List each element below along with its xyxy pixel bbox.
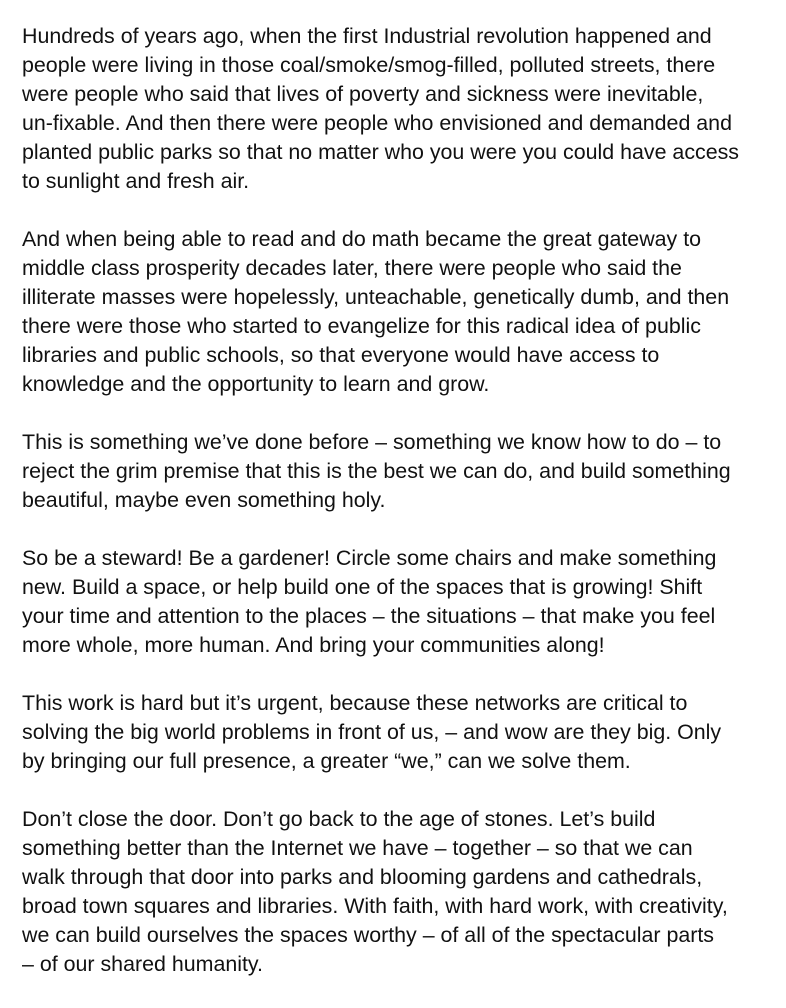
text-line: And when being able to read and do math became the great gateway to xyxy=(22,227,702,251)
text-line: there were those who started to evangelize for this radical idea of public xyxy=(22,314,701,338)
text-line: reject the grim premise that this is the best we can do, and build something xyxy=(22,459,731,483)
paragraph-public-libraries xyxy=(22,225,782,399)
text-line: your time and attention to the places – the situations – that make you feel xyxy=(22,604,716,628)
text-line: libraries and public schools, so that everyone would have access to xyxy=(22,343,660,367)
text-line: broad town squares and libraries. With faith, with hard work, with creativity, xyxy=(22,894,728,918)
text-line: knowledge and the opportunity to learn and grow. xyxy=(22,372,490,396)
text-line: more whole, more human. And bring your communities along! xyxy=(22,633,605,657)
text-line: by bringing our full presence, a greater “we,” can we solve them. xyxy=(22,749,631,773)
text-line: people were living in those coal/smoke/smog-filled, polluted streets, there xyxy=(22,53,716,77)
text-line: Don’t close the door. Don’t go back to the age of stones. Let’s build xyxy=(22,807,656,831)
text-line: were people who said that lives of poverty and sickness were inevitable, xyxy=(22,82,704,106)
paragraph-work-is-urgent xyxy=(22,689,782,776)
paragraph-dont-close-the-door xyxy=(22,805,782,979)
text-line: planted public parks so that no matter who you were you could have access xyxy=(22,140,739,164)
text-line: new. Build a space, or help build one of the spaces that is growing! Shift xyxy=(22,575,703,599)
text-line: something better than the Internet we have – together – so that we can xyxy=(22,836,693,860)
text-line: – of our shared humanity. xyxy=(22,952,263,976)
text-line: beautiful, maybe even something holy. xyxy=(22,488,386,512)
text-line: illiterate masses were hopelessly, unteachable, genetically dumb, and then xyxy=(22,285,730,309)
text-line: we can build ourselves the spaces worthy – of all of the spectacular parts xyxy=(22,923,714,947)
text-line: un-fixable. And then there were people who envisioned and demanded and xyxy=(22,111,732,135)
document-body xyxy=(22,22,782,1008)
paragraph-industrial-revolution xyxy=(22,22,782,196)
paragraph-done-before xyxy=(22,428,782,515)
text-line: So be a steward! Be a gardener! Circle some chairs and make something xyxy=(22,546,717,570)
text-line: walk through that door into parks and blooming gardens and cathedrals, xyxy=(22,865,703,889)
text-line: Hundreds of years ago, when the first Industrial revolution happened and xyxy=(22,24,712,48)
text-line: to sunlight and fresh air. xyxy=(22,169,250,193)
text-line: middle class prosperity decades later, there were people who said the xyxy=(22,256,682,280)
text-line: This work is hard but it’s urgent, because these networks are critical to xyxy=(22,691,688,715)
text-line: solving the big world problems in front of us, – and wow are they big. Only xyxy=(22,720,722,744)
paragraph-be-a-steward xyxy=(22,544,782,660)
text-line: This is something we’ve done before – something we know how to do – to xyxy=(22,430,722,454)
